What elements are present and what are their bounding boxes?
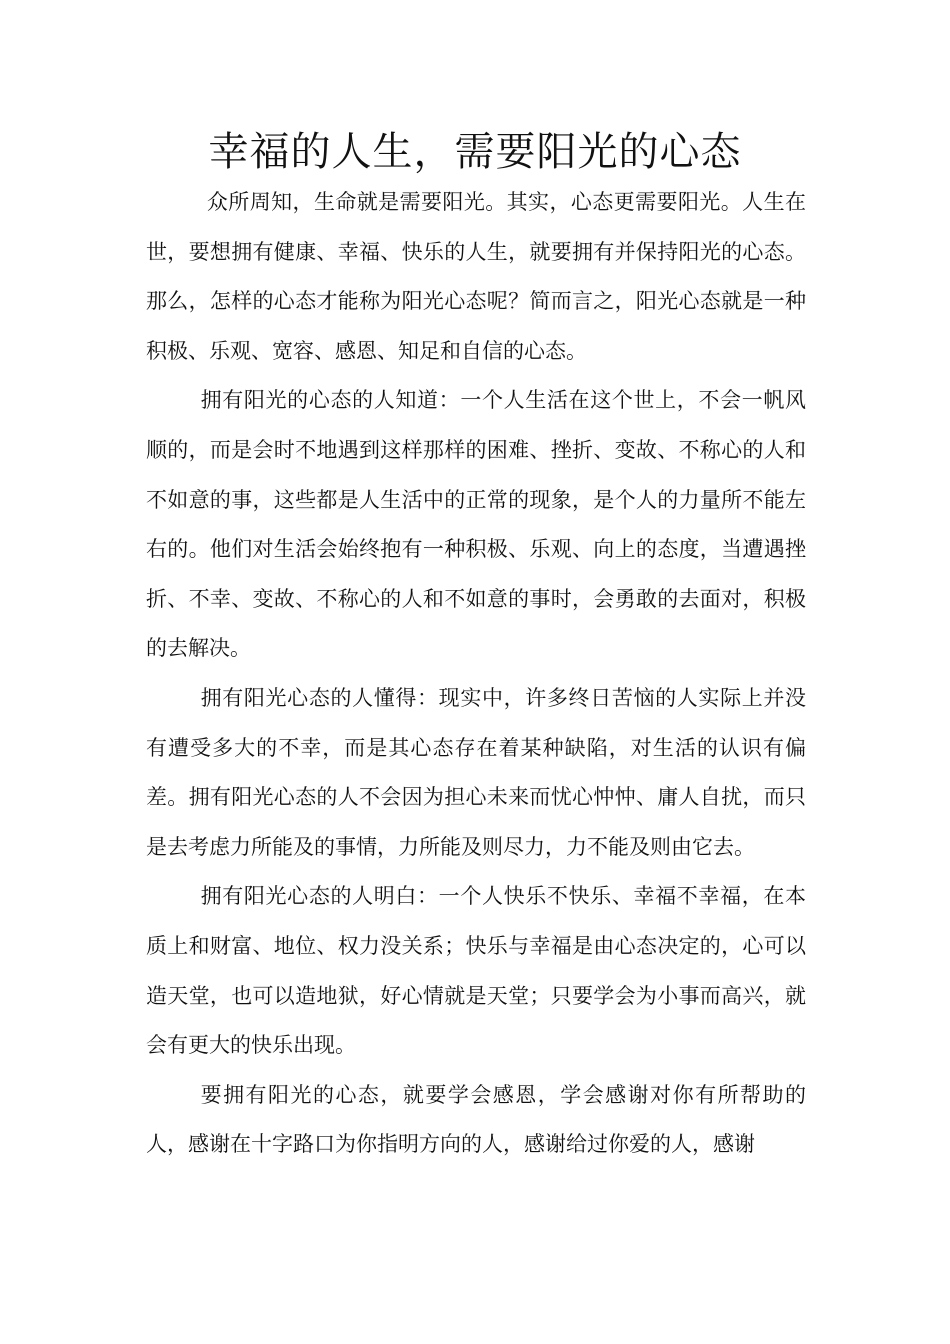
paragraph-1: 众所周知，生命就是需要阳光。其实，心态更需要阳光。人生在世，要想拥有健康、幸福、快乐的人生，就要拥有并保持阳光的心态。那么，怎样的心态才能称为阳光心态呢？简而言之，阳光心态就是一种积极、乐观、宽容、感恩、知足和自信的心态。: [146, 190, 806, 363]
document-title: 幸福的人生，需要阳光的心态: [208, 129, 742, 175]
paragraph-3: 拥有阳光心态的人懂得：现实中，许多终日苦恼的人实际上并没有遭受多大的不幸，而是其心态存在着某种缺陷，对生活的认识有偏差。拥有阳光心态的人不会因为担心未来而忧心忡忡、庸人自扰，而只是去考虑力所能及的事情，力所能及则尽力，力不能及则由它去。: [146, 685, 806, 859]
paragraph-2: 拥有阳光的心态的人知道：一个人生活在这个世上，不会一帆风顺的，而是会时不地遇到这样那样的困难、挫折、变故、不称心的人和不如意的事，这些都是人生活中的正常的现象，是个人的力量所不能左右的。他们对生活会始终抱有一种积极、乐观、向上的态度，当遭遇挫折、不幸、变故、不称心的人和不如意的事时，会勇敢的去面对，积极的去解决。: [146, 388, 806, 661]
document-body: [146, 178, 806, 1170]
paragraph-5: 要拥有阳光的心态，就要学会感恩，学会感谢对你有所帮助的人，感谢在十字路口为你指明方向的人，感谢给过你爱的人，感谢: [146, 1082, 806, 1157]
paragraph-4: 拥有阳光心态的人明白：一个人快乐不快乐、幸福不幸福，在本质上和财富、地位、权力没关系；快乐与幸福是由心态决定的，心可以造天堂，也可以造地狱，好心情就是天堂；只要学会为小事而高兴，就会有更大的快乐出现。: [146, 884, 806, 1058]
